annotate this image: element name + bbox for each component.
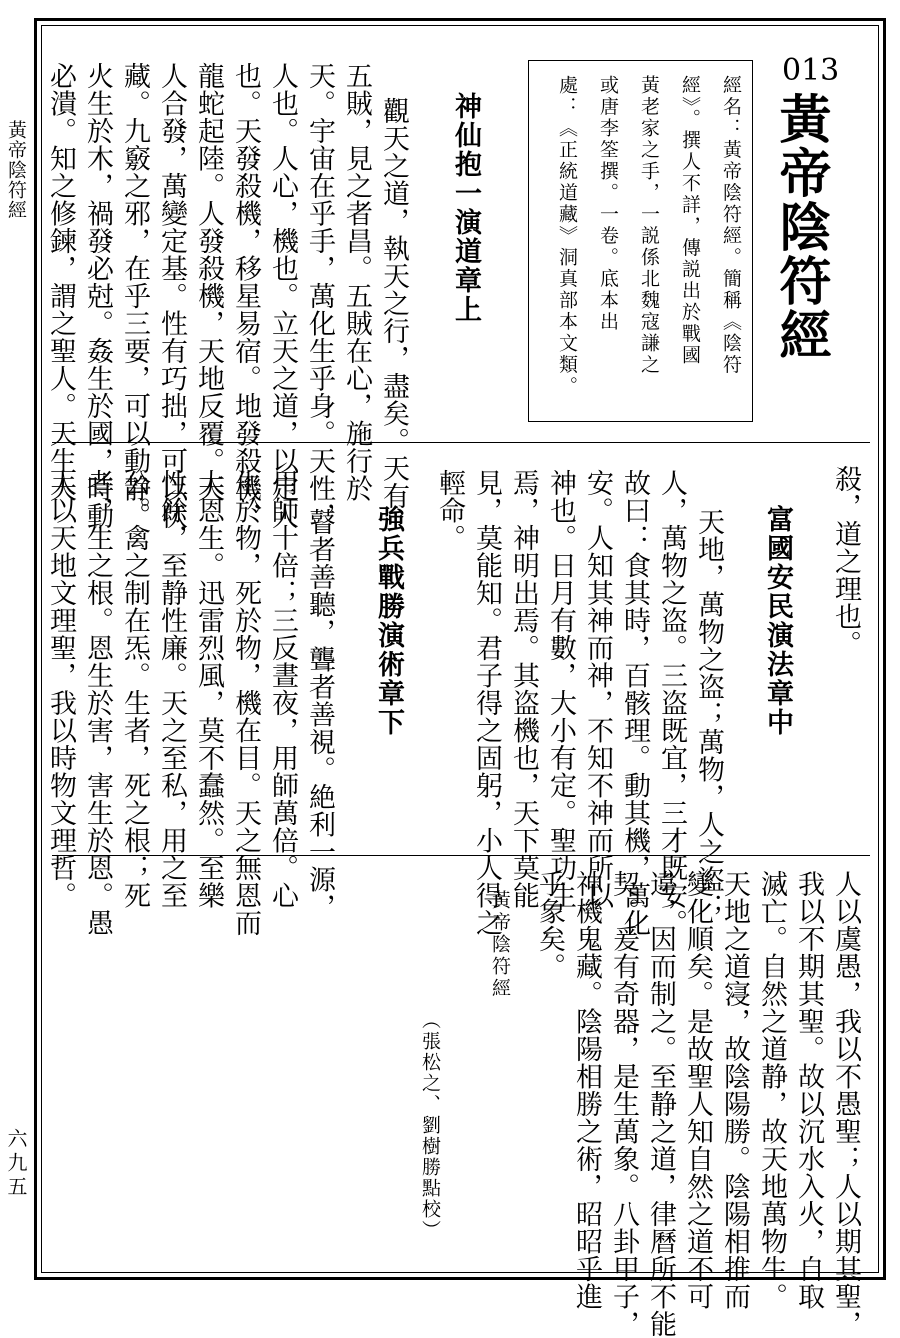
text-column: 大恩生。迅雷烈風，莫不蠢然。至樂 <box>193 469 224 909</box>
note-line: 經名：黃帝陰符經。簡稱《陰符 <box>720 75 742 376</box>
text-column: 人也。人心，機也。立天之道，以定人 <box>267 62 298 530</box>
text-column: 我以不期其聖。故以沉水入火，自取 <box>793 870 824 1310</box>
running-title: 黃帝陰符經 <box>5 120 27 220</box>
end-title: 黃帝陰符經 <box>489 890 511 1000</box>
text-column: 人以虞愚，我以不愚聖；人以期其聖， <box>830 870 861 1338</box>
text-column: 觀天之道，執天之行，盡矣。天有 <box>378 97 409 510</box>
text-column: 天地，萬物之盗；萬物，人之盗； <box>693 508 724 921</box>
section-title: 強兵戰勝演術章下 <box>373 505 404 737</box>
note-line: 經》。撰人不詳，傳説出於戰國 <box>679 75 701 367</box>
text-column: 天。宇宙在乎手，萬化生乎身。天性， <box>304 62 335 530</box>
text-column: 性餘，至静性廉。天之至私，用之至 <box>156 469 187 909</box>
editors-credit: （張松之、劉樹勝點校） <box>419 1010 441 1241</box>
section-title: 神仙抱一演道章上 <box>450 92 481 324</box>
text-column: 天地之道寖，故陰陽勝。陰陽相推而 <box>719 870 750 1310</box>
text-column: 五賊，見之者昌。五賊在心，施行於 <box>341 62 372 502</box>
text-column: 火生於木，禍發必尅。姦生於國，時動 <box>82 62 113 530</box>
text-column: 滅亡。自然之道静，故天地萬物生。 <box>756 870 787 1310</box>
text-column: 人以天地文理聖，我以時物文理哲。 <box>45 469 76 909</box>
text-column: 輕命。 <box>434 469 465 552</box>
text-column: 人合發，萬變定基。性有巧拙，可以伏 <box>156 62 187 530</box>
text-column: 故曰：食其時，百骸理。動其機，萬化 <box>619 469 650 937</box>
text-column: 焉，神明出焉。其盗機也，天下莫能 <box>508 469 539 909</box>
text-column: 者，生之根。恩生於害，害生於恩。愚 <box>82 469 113 937</box>
text-column: 也。天發殺機，移星易宿。地發殺機， <box>230 62 261 530</box>
text-column: 瞽者善聽，聾者善視。絶利一源， <box>304 508 335 921</box>
text-column: 生於物，死於物，機在目。天之無恩而 <box>230 469 261 937</box>
text-column: 藏。九竅之邪，在乎三要，可以動静。 <box>119 62 150 530</box>
note-line: 或唐李筌撰。一卷。底本出 <box>597 75 619 333</box>
text-column: 神機鬼藏。陰陽相勝之術，昭昭乎進 <box>571 870 602 1310</box>
text-column: 安。人知其神而神，不知不神而所以 <box>582 469 613 909</box>
text-column: 契。爰有奇器，是生萬象。八卦甲子， <box>608 870 639 1338</box>
text-column: 龍蛇起陸。人發殺機，天地反覆。天 <box>193 62 224 502</box>
text-column: 乎象矣。 <box>534 870 565 980</box>
text-column: 公。禽之制在炁。生者，死之根；死 <box>119 469 150 909</box>
catalog-number: 013 <box>782 53 840 88</box>
note-line: 處：《正統道藏》洞真部本文類。 <box>556 75 578 398</box>
catalog-title: 黃帝陰符經 <box>770 92 831 362</box>
section-title: 富國安民演法章中 <box>762 505 793 737</box>
text-column: 人，萬物之盗。三盗既宜，三才既安。 <box>656 469 687 937</box>
text-column: 用師十倍；三反晝夜，用師萬倍。心 <box>267 469 298 909</box>
text-column: 見，莫能知。君子得之固躬，小人得之 <box>471 469 502 937</box>
note-line: 黃老家之手，一説係北魏寇謙之 <box>638 75 660 376</box>
page-number: 六九五 <box>4 1128 28 1200</box>
text-column: 必潰。知之修鍊，謂之聖人。天生天 <box>45 62 76 502</box>
text-column: 違，因而制之。至静之道，律曆所不能 <box>645 870 676 1338</box>
text-column: 神也。日月有數，大小有定。聖功生 <box>545 469 576 909</box>
catalog-note-box <box>528 60 753 422</box>
text-column: 殺，道之理也。 <box>830 465 861 658</box>
text-column: 變化順矣。是故聖人知自然之道不可 <box>682 870 713 1310</box>
